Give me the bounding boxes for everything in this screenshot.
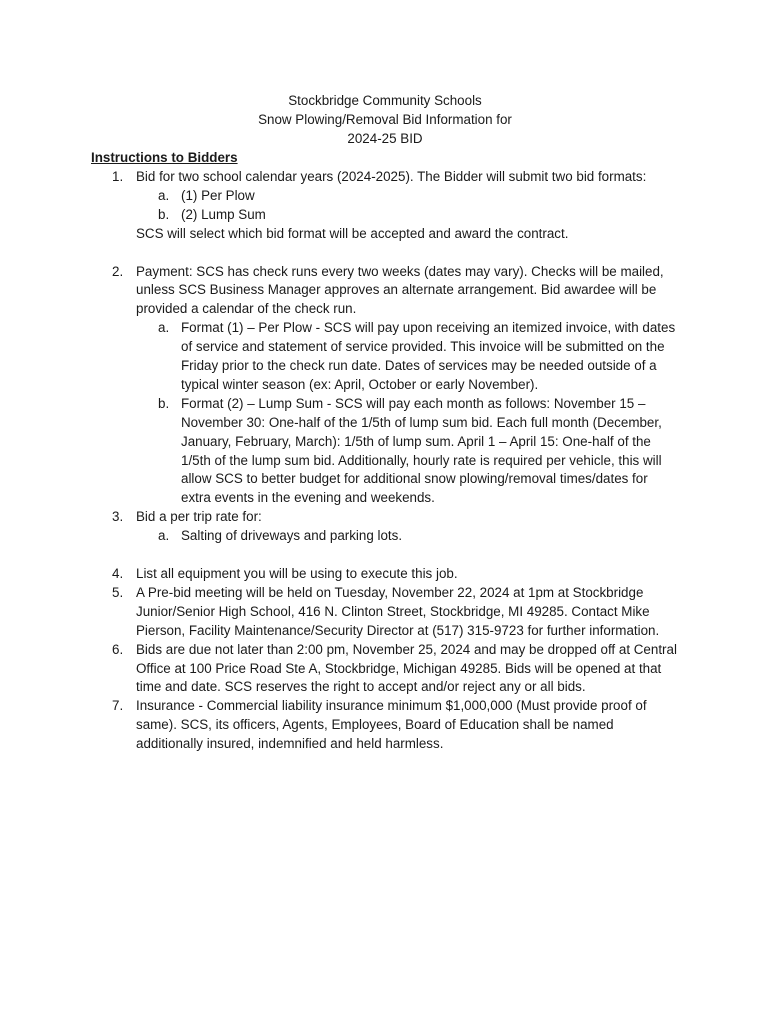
sub-item [136, 319, 681, 395]
item-number: 5. [112, 584, 124, 600]
header-subject: Snow Plowing/Removal Bid Information for [258, 111, 512, 127]
header-school-name: Stockbridge Community Schools [288, 93, 482, 108]
sub-item-text: (1) Per Plow [181, 187, 255, 203]
list-item-1 [0, 168, 681, 244]
item-text: Bid a per trip rate for: [136, 509, 262, 525]
item-number: 2. [112, 263, 124, 279]
sub-item-letter: a. [158, 528, 170, 544]
item-number: 1. [112, 169, 124, 184]
sub-item-letter: b. [158, 395, 170, 411]
item-number: 3. [112, 509, 124, 525]
sub-item-text: Salting of driveways and parking lots. [181, 528, 403, 544]
document-header [0, 92, 770, 149]
instructions-list [0, 168, 770, 754]
item-number: 4. [112, 566, 124, 581]
sub-item [136, 206, 681, 225]
sub-item-text: Format (1) – Per Plow - SCS will pay upon receiving an itemized invoice, with dates of service and statement of service provided. This invoice will be submitted on the Friday prior to the check run date. Dates of services may be needed outside of a typical winter season (ex: April, October or early November). [181, 320, 676, 392]
item-text: Bids are due not later than 2:00 pm, November 25, 2024 and may be dropped off at Central Office at 100 Price Road Ste A, Stockbridge, Michigan 49285. Bids will be opened at that time and date. SCS reserves the right to accept and/or reject any or all bids. [136, 641, 677, 695]
sub-item [136, 395, 681, 508]
sub-item-text: (2) Lump Sum [181, 206, 266, 222]
sub-item [136, 187, 681, 206]
sub-item-text: Format (2) – Lump Sum - SCS will pay each month as follows: November 15 – November 30: One-half of the 1/5th of lump sum bid. Each full month (December, January, February, March): 1/5th of lump sum. April 1 – April 15: One-half of the 1/5th of the lump sum bid. Additionally, hourly rate is required per vehicle, this will allow SCS to better budget for additional snow plowing/removal times/dates for extra events in the evening and weekends. [181, 395, 662, 506]
header-bid-year: 2024-25 BID [347, 130, 423, 146]
sub-item [136, 527, 681, 546]
list-item-5 [0, 584, 681, 641]
section-title: Instructions to Bidders [91, 150, 238, 165]
spacer [0, 244, 770, 263]
item-number: 6. [112, 641, 124, 657]
list-item-6 [0, 641, 681, 698]
item-text: Payment: SCS has check runs every two weeks (dates may vary). Checks will be mailed, unless SCS Business Manager approves an alternate arrangement. Bid awardee will be provided a calendar of the check run. [136, 263, 664, 317]
list-item-2 [0, 263, 681, 509]
list-item-7 [0, 697, 681, 754]
sub-item-letter: a. [158, 187, 170, 203]
list-item-3 [0, 508, 681, 546]
item-number: 7. [112, 698, 124, 714]
item-text: List all equipment you will be using to execute this job. [136, 566, 458, 581]
sub-item-letter: a. [158, 320, 170, 336]
list-item-4 [0, 565, 681, 584]
sub-item-letter: b. [158, 206, 170, 222]
item-followup-text: SCS will select which bid format will be accepted and award the contract. [136, 225, 569, 241]
item-text: A Pre-bid meeting will be held on Tuesday, November 22, 2024 at 1pm at Stockbridge Junior/Senior High School, 416 N. Clinton Street, Stockbridge, MI 49285. Contact Mike Pierson, Facility Maintenance/Security Director at (517) 315-9723 for further information. [136, 584, 660, 638]
item-text: Insurance - Commercial liability insurance minimum $1,000,000 (Must provide proof of same). SCS, its officers, Agents, Employees, Board of Education shall be named additionally insured, indemnified and held harmless. [136, 698, 647, 752]
item-text: Bid for two school calendar years (2024-2025). The Bidder will submit two bid formats: [136, 169, 647, 184]
spacer [0, 546, 770, 565]
